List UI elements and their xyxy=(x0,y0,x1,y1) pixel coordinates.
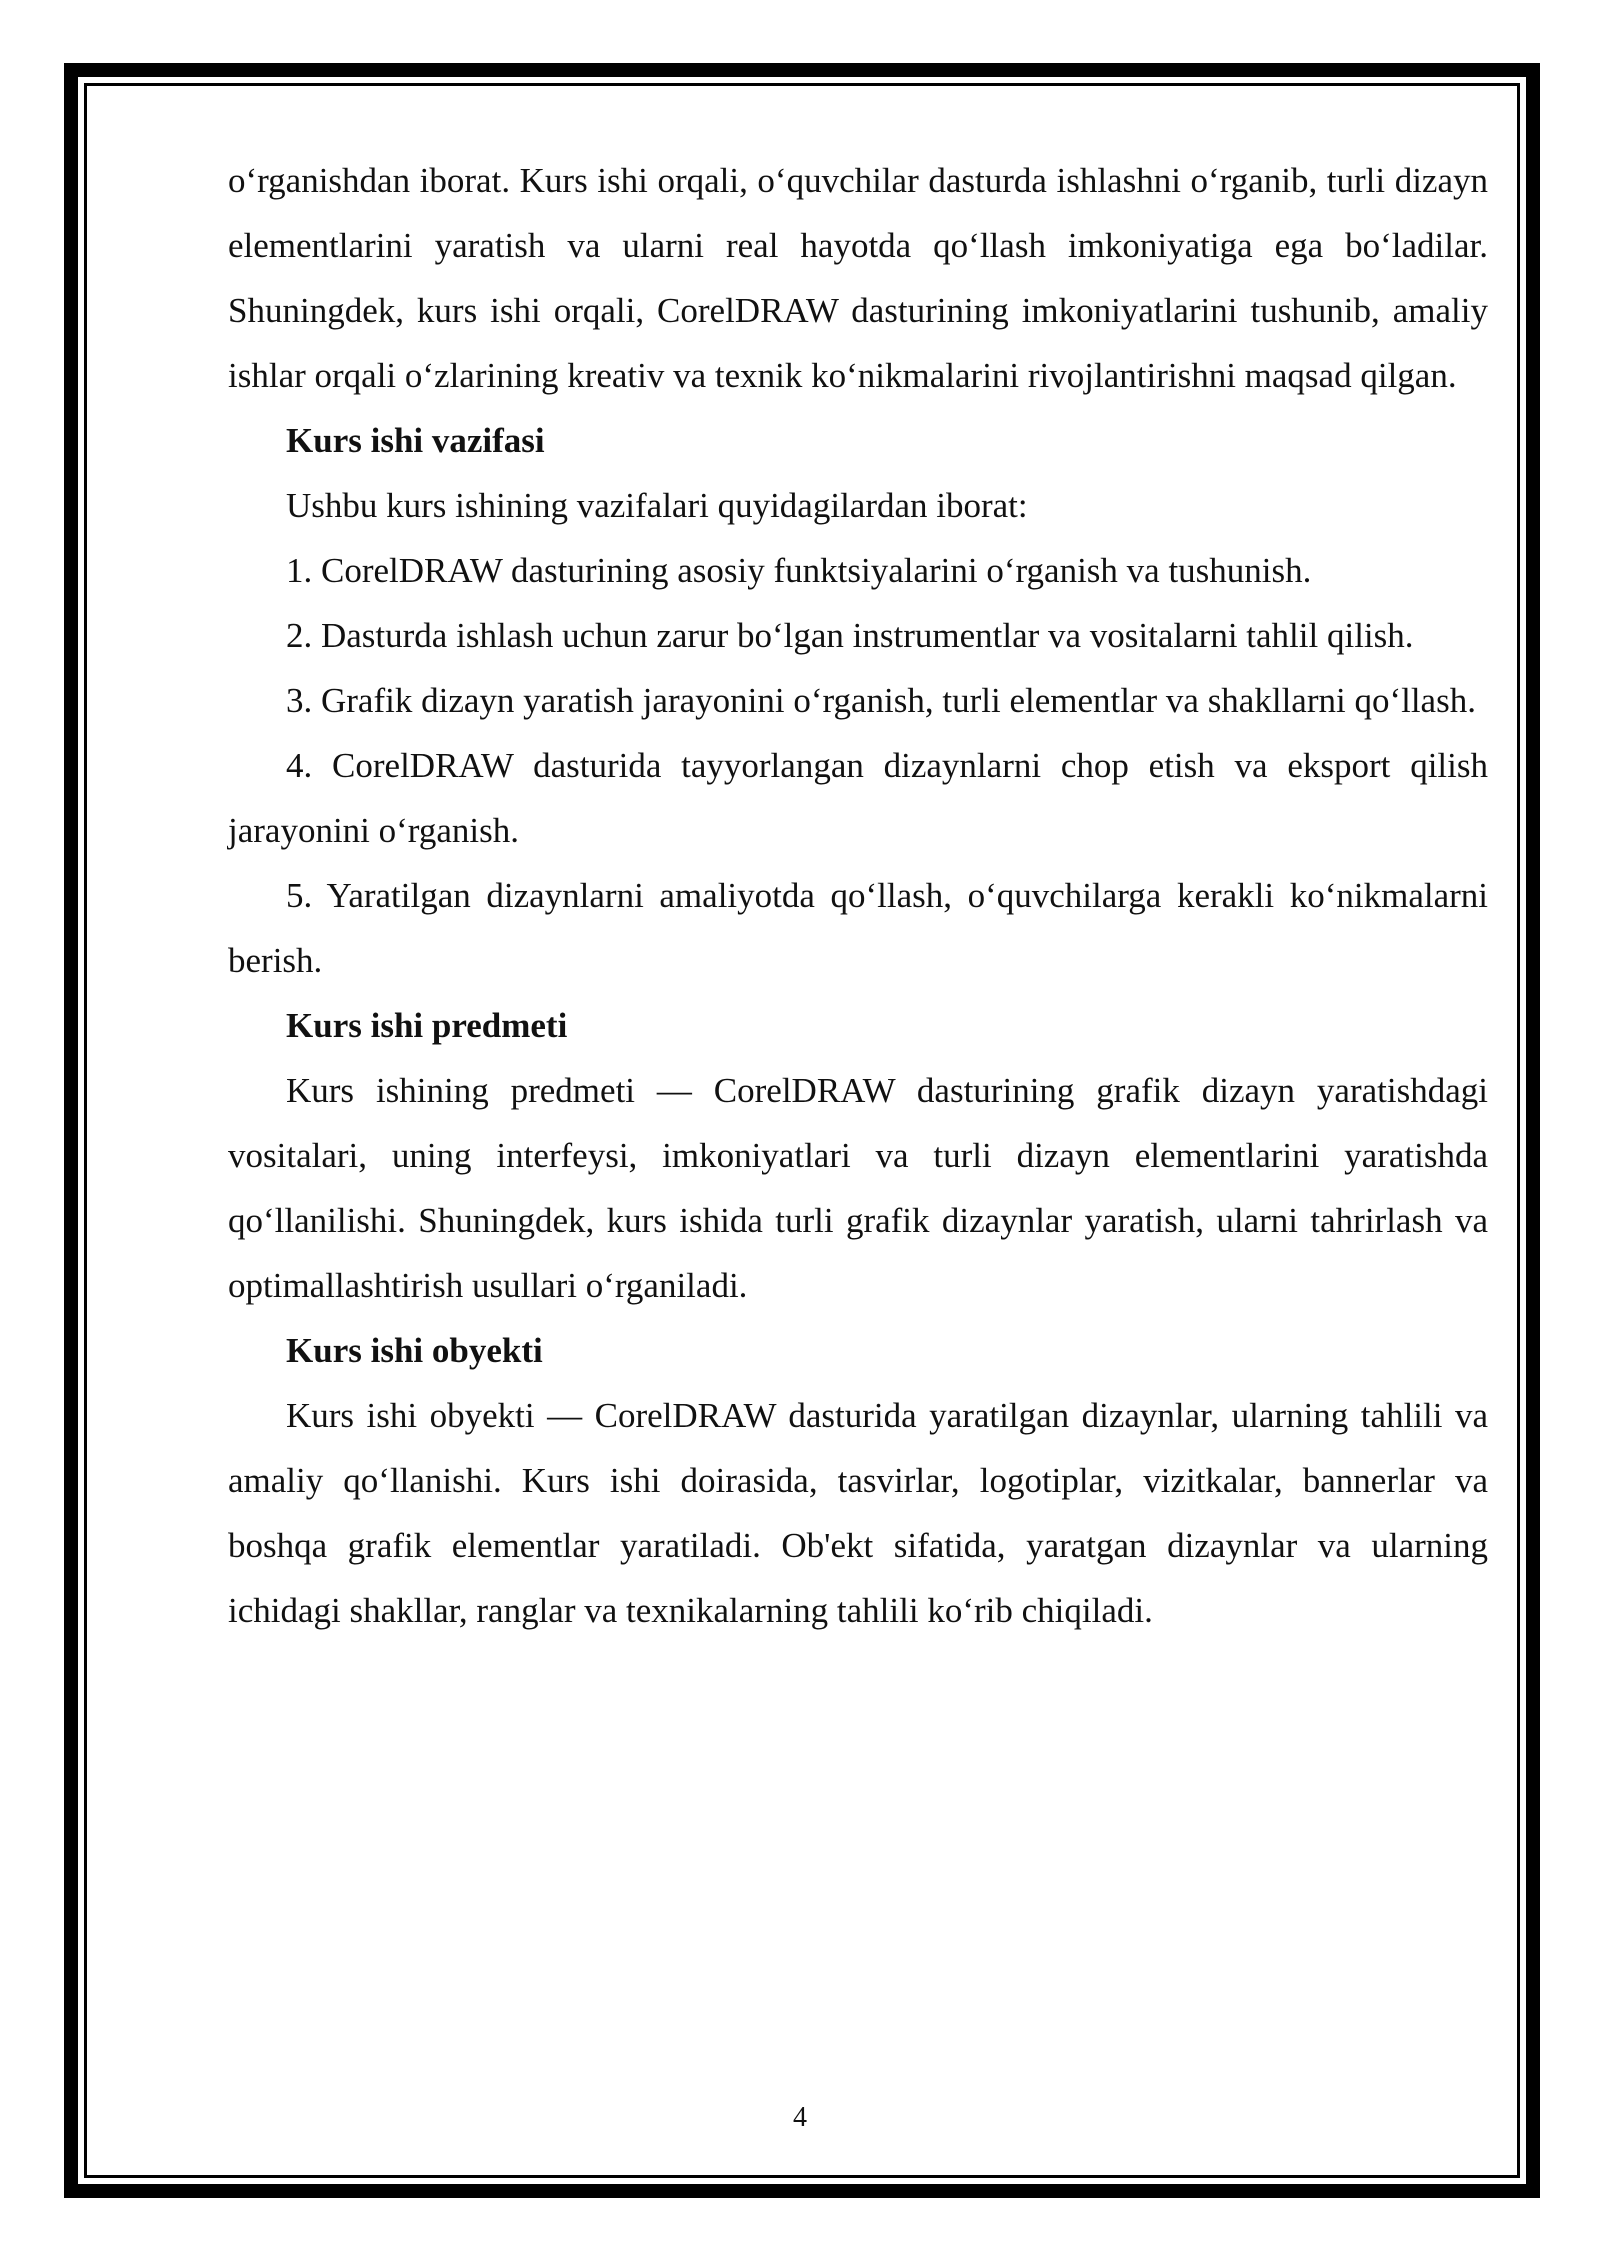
list-item-vazifa-4: 4. CorelDRAW dasturida tayyorlangan dizaynlarni chop etish va eksport qilish jarayonini o‘rganish. xyxy=(228,746,1488,850)
list-item-vazifa-3: 3. Grafik dizayn yaratish jarayonini o‘rganish, turli elementlar va shakllarni qo‘llash. xyxy=(286,681,1476,720)
document-body xyxy=(228,148,1488,1643)
heading-obyekt: Kurs ishi obyekti xyxy=(286,1331,543,1370)
page-number: 4 xyxy=(793,2102,807,2133)
paragraph-intro-continuation: o‘rganishdan iborat. Kurs ishi orqali, o‘quvchilar dasturda ishlashni o‘rganib, turli dizayn elementlarini yaratish va ularni real hayotda qo‘llash imkoniyatiga ega bo‘ladilar. Shuningdek, kurs ishi orqali, CorelDRAW dasturining imkoniyatlarini tushunib, amaliy ishlar orqali o‘zlarining kreativ va texnik ko‘nikmalarini rivojlantirishni maqsad qilgan. xyxy=(228,161,1488,395)
heading-predmet: Kurs ishi predmeti xyxy=(286,1006,568,1045)
paragraph-vazifa-intro: Ushbu kurs ishining vazifalari quyidagilardan iborat: xyxy=(286,486,1028,525)
list-item-vazifa-2: 2. Dasturda ishlash uchun zarur bo‘lgan instrumentlar va vositalarni tahlil qilish. xyxy=(286,616,1414,655)
paragraph-obyekt: Kurs ishi obyekti — CorelDRAW dasturida yaratilgan dizaynlar, ularning tahlili va amaliy qo‘llanishi. Kurs ishi doirasida, tasvirlar, logotiplar, vizitkalar, bannerlar va boshqa grafik elementlar yaratiladi. Ob'ekt sifatida, yaratgan dizaynlar va ularning ichidagi shakllar, ranglar va texnikalarning tahlili ko‘rib chiqiladi. xyxy=(228,1396,1488,1630)
heading-vazifa: Kurs ishi vazifasi xyxy=(286,421,545,460)
list-item-vazifa-1: 1. CorelDRAW dasturining asosiy funktsiyalarini o‘rganish va tushunish. xyxy=(286,551,1312,590)
list-item-vazifa-5: 5. Yaratilgan dizaynlarni amaliyotda qo‘llash, o‘quvchilarga kerakli ko‘nikmalarni berish. xyxy=(228,876,1488,980)
paragraph-predmet: Kurs ishining predmeti — CorelDRAW dasturining grafik dizayn yaratishdagi vositalari, uning interfeysi, imkoniyatlari va turli dizayn elementlarini yaratishda qo‘llanilishi. Shuningdek, kurs ishida turli grafik dizaynlar yaratish, ularni tahrirlash va optimallashtirish usullari o‘rganiladi. xyxy=(228,1071,1488,1305)
